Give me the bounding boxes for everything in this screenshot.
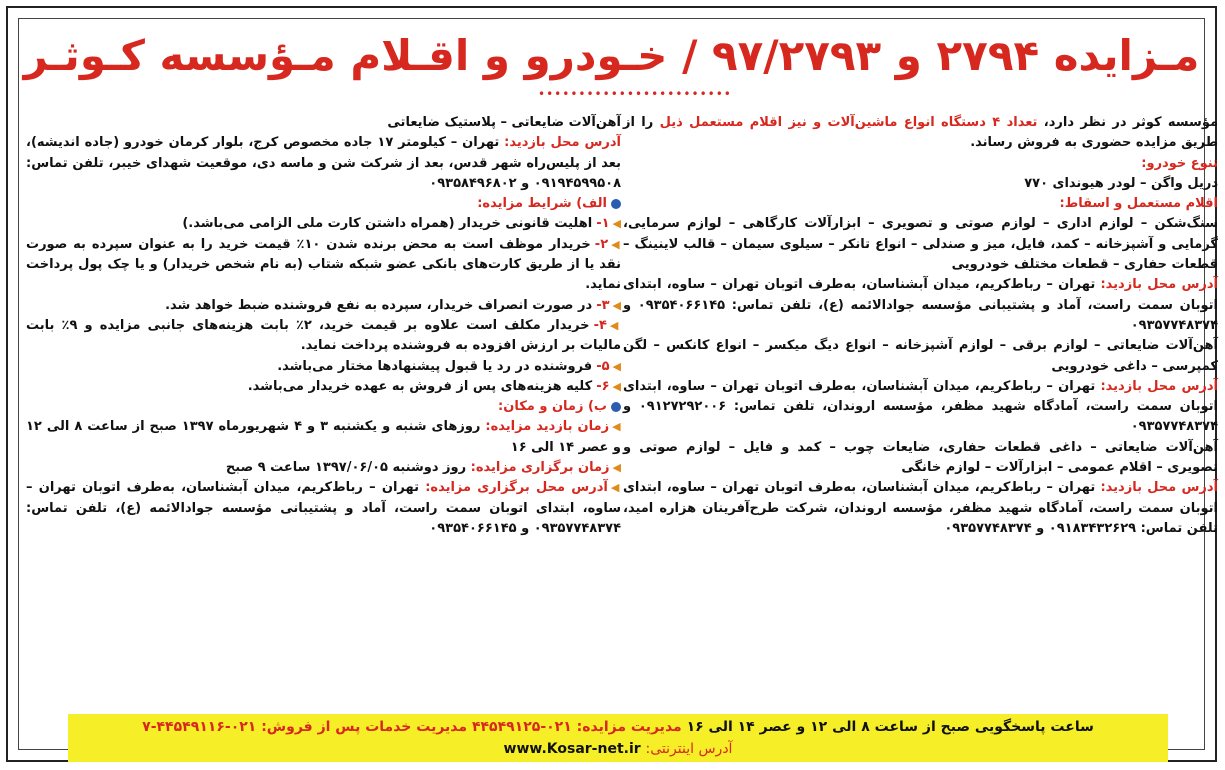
condition-item bbox=[26, 296, 621, 316]
auction-management-phone: مدیریت مزایده: ۰۲۱-۴۴۵۴۹۱۲۵ bbox=[471, 719, 682, 735]
visit-address-4-text: تهران – کیلومتر ۱۷ جاده مخصوص کرج، بلوار کرمان خودرو (جاده اندیشه)، بعد از پلیس‌راه شهر قدس، بعد از شرکت شن و ماسه دی، موقعیت شهدای خیبر، تلفن تماس: ۰۹۱۹۴۵۹۹۵۰۸ و ۰۹۳۵۸۴۹۶۸۰۲ bbox=[26, 135, 621, 191]
visit-address-3-text: تهران – رباط‌کریم، میدان آبشناسان، به‌طرف اتوبان تهران – ساوه، ابتدای اتوبان سمت راست، آمادگاه شهید مظفر، مؤسسه اروندان، شرکت طرح‌آفرینان هزاره امید، تلفن تماس: ۰۹۱۸۳۴۳۲۶۲۹ و ۰۹۳۵۷۷۴۸۳۷۴ bbox=[623, 480, 1218, 536]
vehicles-heading: تنوع خودرو: bbox=[1141, 155, 1218, 171]
condition-text: خریدار مکلف است علاوه بر قیمت خرید، ۲٪ بابت هزینه‌های جانبی مزایده و ۹٪ بابت مالیات بر ارزش افزوده به فروشنده پرداخت نماید. bbox=[26, 317, 621, 354]
scrap-list-2: آهن‌آلات ضایعاتی – داغی قطعات حفاری، ضایعات چوب – کمد و فایل – لوازم صوتی و تصویری – اقلام عمومی – ابزارآلات – لوازم خانگی bbox=[623, 439, 1218, 476]
visit-address-1 bbox=[623, 275, 1218, 336]
right-column bbox=[623, 113, 1218, 539]
condition-number: ۵- bbox=[596, 358, 610, 374]
vehicles-list: دریل واگن – لودر هیوندای ۷۷۰ bbox=[1024, 175, 1218, 191]
hold-time-text: روز دوشنبه ۱۳۹۷/۰۶/۰۵ ساعت ۹ صبح bbox=[225, 460, 467, 476]
conditions-heading-text: الف) شرایط مزایده: bbox=[477, 196, 607, 212]
triangle-icon: ◀ bbox=[612, 359, 621, 373]
visit-time bbox=[26, 417, 621, 458]
condition-text: خریدار موظف است به محض برنده شدن ۱۰٪ قیمت خرید را به عنوان سپرده به صورت نقد یا از طریق کارت‌های بانکی عضو شبکه شتاب (به نام شخص خریدار) و یا چک پول پرداخت نماید. bbox=[26, 236, 621, 293]
scrap-list-1: آهن‌آلات ضایعاتی – لوازم برقی – لوازم آشپزخانه – انواع دیگ میکسر – انواع کانکس – لگن کمپرسی – داغی خودرویی bbox=[623, 338, 1218, 374]
condition-text: کلیه هزینه‌های پس از فروش به عهده خریدار می‌باشد. bbox=[247, 378, 593, 394]
items-heading: اقلام مستعمل و اسقاط: bbox=[1059, 196, 1218, 212]
condition-number: ۲- bbox=[594, 236, 609, 252]
condition-number: ۳- bbox=[596, 297, 610, 313]
condition-number: ۶- bbox=[596, 378, 610, 394]
triangle-icon: ◀ bbox=[612, 461, 621, 475]
condition-text: در صورت انصراف خریدار، سپرده به نفع فروشنده ضبط خواهد شد. bbox=[165, 297, 593, 313]
items-list: سنگ‌شکن – لوازم اداری – لوازم صوتی و تصویری – ابزارآلات کارگاهی – لوازم سرمایی، گرمایی و آشپزخانه – کمد، فایل، میز و صندلی – انواع تانکر – سیلوی سیمان – قالب لاینینگ – قطعات حفاری – قطعات مختلف خودرویی bbox=[623, 216, 1218, 273]
visit-address-3-heading: آدرس محل بازدید: bbox=[1100, 480, 1218, 496]
visit-address-3 bbox=[623, 478, 1218, 539]
intro bbox=[623, 113, 1218, 154]
bullet-icon bbox=[611, 402, 621, 412]
condition-number: ۴- bbox=[593, 317, 607, 333]
condition-text: اهلیت قانونی خریدار (همراه داشتن کارت ملی الزامی می‌باشد.) bbox=[182, 216, 593, 232]
triangle-icon: ◀ bbox=[612, 217, 621, 231]
visit-address-2 bbox=[623, 377, 1218, 438]
time-place-heading-text: ب) زمان و مکان: bbox=[498, 399, 607, 415]
conditions-list bbox=[26, 214, 621, 397]
triangle-icon: ◀ bbox=[611, 237, 621, 251]
visit-address-2-text: تهران – رباط‌کریم، میدان آبشناسان، به‌طرف اتوبان تهران – ساوه، ابتدای اتوبان سمت راست، آمادگاه شهید مظفر، مؤسسه اروندان، تلفن تماس: ۰۹۱۲۷۲۹۲۰۰۶ و ۰۹۳۵۷۷۴۸۳۷۴ bbox=[623, 378, 1218, 435]
visit-address-1-text: تهران – رباط‌کریم، میدان آبشناسان، به‌طرف اتوبان تهران – ساوه، ابتدای اتوبان سمت راست، آماد و پشتیبانی مؤسسه جوادالائمه (ع)، تلفن تماس: ۰۹۳۵۴۰۶۶۱۴۵ و ۰۹۳۵۷۷۴۸۳۷۴ bbox=[623, 277, 1218, 333]
hold-time bbox=[26, 458, 621, 478]
hours-text: ساعت پاسخگویی صبح از ساعت ۸ الی ۱۲ و عصر ۱۴ الی ۱۶ bbox=[686, 719, 1094, 735]
triangle-icon: ◀ bbox=[612, 420, 622, 434]
condition-text: فروشنده در رد یا قبول پیشنهادها مختار می‌باشد. bbox=[277, 358, 593, 374]
advertisement-frame bbox=[6, 6, 1217, 762]
intro-text-a: مؤسسه کوثر در نظر دارد، bbox=[1043, 115, 1219, 130]
visit-address-1-heading: آدرس محل بازدید: bbox=[1100, 277, 1218, 293]
condition-item bbox=[26, 357, 621, 377]
intro-text-b: تعداد ۴ دستگاه انواع ماشین‌آلات و نیز اقلام مستعمل ذیل bbox=[659, 115, 1038, 130]
conditions-heading bbox=[26, 194, 621, 214]
footer-line-1 bbox=[68, 716, 1168, 738]
left-column bbox=[26, 113, 621, 539]
triangle-icon: ◀ bbox=[610, 481, 622, 495]
after-sales-phone: مدیریت خدمات پس از فروش: ۰۲۱-۴۴۵۴۹۱۱۶-۷ bbox=[142, 719, 468, 735]
condition-item bbox=[26, 377, 621, 397]
title-divider: •••••••••••••••••••••••• bbox=[538, 87, 732, 101]
footer-line-2 bbox=[68, 738, 1168, 760]
bullet-icon bbox=[611, 199, 621, 209]
hold-place bbox=[26, 478, 621, 539]
visit-time-text: روزهای شنبه و یکشنبه ۳ و ۴ شهریورماه ۱۳۹۷ صبح از ساعت ۸ الی ۱۲ و عصر ۱۴ الی ۱۶ bbox=[26, 419, 621, 455]
hold-place-text: تهران – رباط‌کریم، میدان آبشناسان، به‌طرف اتوبان تهران – ساوه، ابتدای اتوبان سمت راست، آماد و پشتیبانی مؤسسه جوادالائمه (ع)، تلفن تماس: ۰۹۳۵۷۷۴۸۳۷۴ و ۰۹۳۵۴۰۶۶۱۴۵ bbox=[26, 480, 621, 536]
website-label: آدرس اینترنتی: bbox=[645, 741, 733, 757]
visit-time-heading: زمان بازدید مزایده: bbox=[485, 419, 610, 435]
page-title: مـزایده ۲۷۹۴ و ۹۷/۲۷۹۳ / خـودرو و اقـلام مـؤسسه کـوثـر bbox=[23, 31, 1200, 80]
website-link[interactable]: www.Kosar-net.ir bbox=[503, 741, 641, 757]
triangle-icon: ◀ bbox=[609, 318, 621, 332]
condition-number: ۱- bbox=[596, 216, 610, 232]
hold-time-heading: زمان برگزاری مزایده: bbox=[470, 460, 610, 476]
visit-address-4 bbox=[26, 133, 621, 194]
hold-place-heading: آدرس محل برگزاری مزایده: bbox=[425, 480, 608, 496]
triangle-icon: ◀ bbox=[612, 298, 621, 312]
condition-item bbox=[26, 235, 621, 296]
condition-item bbox=[26, 214, 621, 234]
visit-address-2-heading: آدرس محل بازدید: bbox=[1100, 378, 1218, 394]
scrap-list-3: آهن‌آلات ضایعاتی – پلاستیک ضایعاتی bbox=[387, 115, 621, 130]
intro-text-c: را از طریق مزایده حضوری به فروش رساند. bbox=[623, 115, 1218, 151]
time-place-heading bbox=[26, 397, 621, 417]
triangle-icon: ◀ bbox=[612, 379, 621, 393]
visit-address-4-heading: آدرس محل بازدید: bbox=[504, 135, 622, 151]
condition-item bbox=[26, 316, 621, 357]
contact-footer bbox=[68, 714, 1168, 762]
